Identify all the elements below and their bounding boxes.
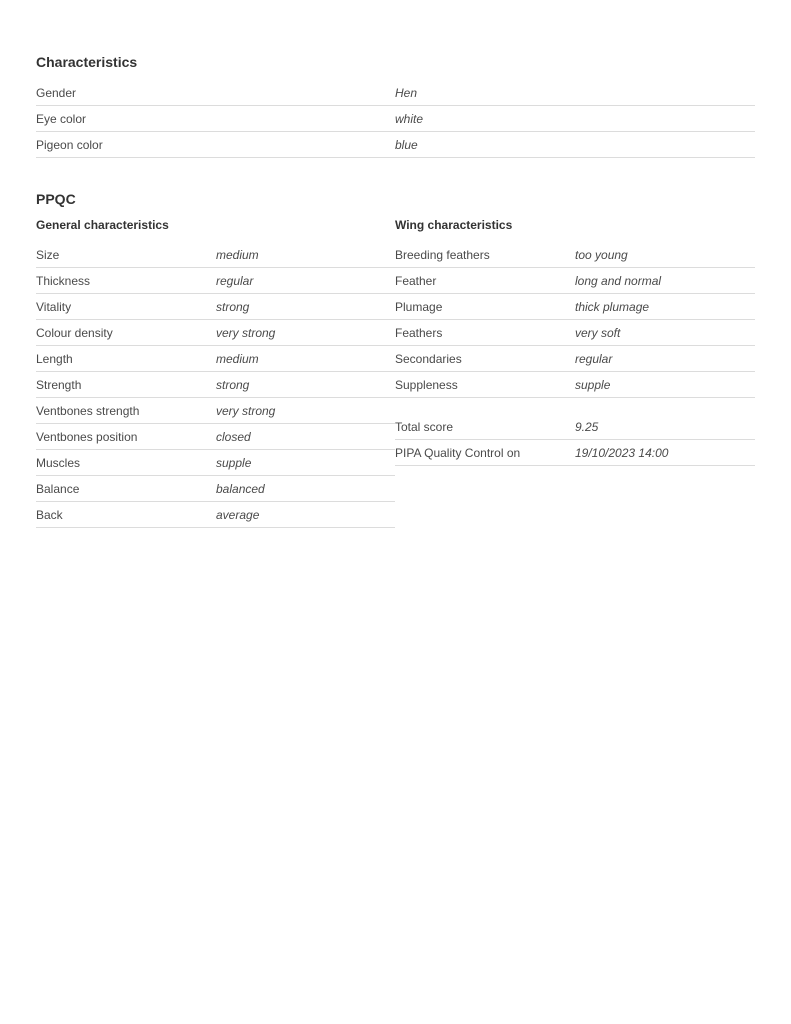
ppqc-columns bbox=[36, 216, 755, 528]
wing-label: Feather bbox=[395, 273, 437, 288]
characteristic-value: white bbox=[395, 111, 424, 126]
general-label: Balance bbox=[36, 481, 80, 496]
general-label: Colour density bbox=[36, 325, 113, 340]
wing-value: very soft bbox=[575, 325, 621, 340]
wing-characteristics-column bbox=[395, 216, 755, 528]
general-value: supple bbox=[216, 455, 252, 470]
general-row bbox=[36, 450, 395, 476]
characteristics-section bbox=[36, 54, 755, 158]
characteristic-row-pigeon-color bbox=[36, 132, 755, 158]
wing-label: Secondaries bbox=[395, 351, 462, 366]
total-score-label: Total score bbox=[395, 419, 454, 434]
general-row bbox=[36, 424, 395, 450]
general-value: strong bbox=[216, 299, 250, 314]
general-value: average bbox=[216, 507, 260, 522]
characteristic-label: Gender bbox=[36, 85, 77, 100]
characteristic-label: Pigeon color bbox=[36, 137, 103, 152]
wing-value: thick plumage bbox=[575, 299, 650, 314]
total-score-value: 9.25 bbox=[575, 419, 599, 434]
wing-row bbox=[395, 268, 755, 294]
general-row bbox=[36, 242, 395, 268]
general-label: Ventbones position bbox=[36, 429, 138, 444]
general-row bbox=[36, 346, 395, 372]
wing-label: Breeding feathers bbox=[395, 247, 490, 262]
general-value: medium bbox=[216, 351, 259, 366]
general-row bbox=[36, 372, 395, 398]
general-characteristics-title: General characteristics bbox=[36, 218, 169, 232]
general-label: Vitality bbox=[36, 299, 72, 314]
general-value: strong bbox=[216, 377, 250, 392]
characteristic-value: Hen bbox=[395, 85, 418, 100]
wing-label: Plumage bbox=[395, 299, 443, 314]
wing-value: too young bbox=[575, 247, 628, 262]
wing-row bbox=[395, 242, 755, 268]
characteristics-title: Characteristics bbox=[36, 54, 138, 70]
wing-row bbox=[395, 346, 755, 372]
ppqc-section bbox=[36, 191, 755, 528]
wing-row bbox=[395, 294, 755, 320]
characteristics-table bbox=[36, 80, 755, 158]
general-value: balanced bbox=[216, 481, 265, 496]
general-row bbox=[36, 476, 395, 502]
general-row bbox=[36, 294, 395, 320]
general-label: Thickness bbox=[36, 273, 91, 288]
general-label: Size bbox=[36, 247, 60, 262]
general-value: very strong bbox=[216, 403, 276, 418]
wing-value: supple bbox=[575, 377, 611, 392]
general-row bbox=[36, 268, 395, 294]
general-label: Length bbox=[36, 351, 73, 366]
characteristic-row-eye-color bbox=[36, 106, 755, 132]
general-label: Muscles bbox=[36, 455, 81, 470]
characteristic-value: blue bbox=[395, 137, 418, 152]
quality-control-date-row bbox=[395, 440, 755, 466]
wing-value: long and normal bbox=[575, 273, 662, 288]
wing-label: Suppleness bbox=[395, 377, 458, 392]
characteristic-row-gender bbox=[36, 80, 755, 106]
wing-value: regular bbox=[575, 351, 613, 366]
wing-row bbox=[395, 320, 755, 346]
general-label: Back bbox=[36, 507, 63, 522]
general-row bbox=[36, 320, 395, 346]
general-row bbox=[36, 398, 395, 424]
general-label: Strength bbox=[36, 377, 82, 392]
quality-control-value: 19/10/2023 14:00 bbox=[575, 445, 669, 460]
summary-spacer bbox=[395, 398, 755, 414]
general-value: medium bbox=[216, 247, 259, 262]
wing-characteristics-title: Wing characteristics bbox=[395, 218, 513, 232]
general-value: closed bbox=[216, 429, 251, 444]
total-score-row bbox=[395, 414, 755, 440]
general-value: very strong bbox=[216, 325, 276, 340]
wing-row bbox=[395, 372, 755, 398]
general-characteristics-column bbox=[36, 216, 395, 528]
general-value: regular bbox=[216, 273, 254, 288]
quality-control-label: PIPA Quality Control on bbox=[395, 445, 521, 460]
wing-label: Feathers bbox=[395, 325, 443, 340]
characteristic-label: Eye color bbox=[36, 111, 87, 126]
general-row bbox=[36, 502, 395, 528]
ppqc-title: PPQC bbox=[36, 191, 76, 207]
general-label: Ventbones strength bbox=[36, 403, 140, 418]
